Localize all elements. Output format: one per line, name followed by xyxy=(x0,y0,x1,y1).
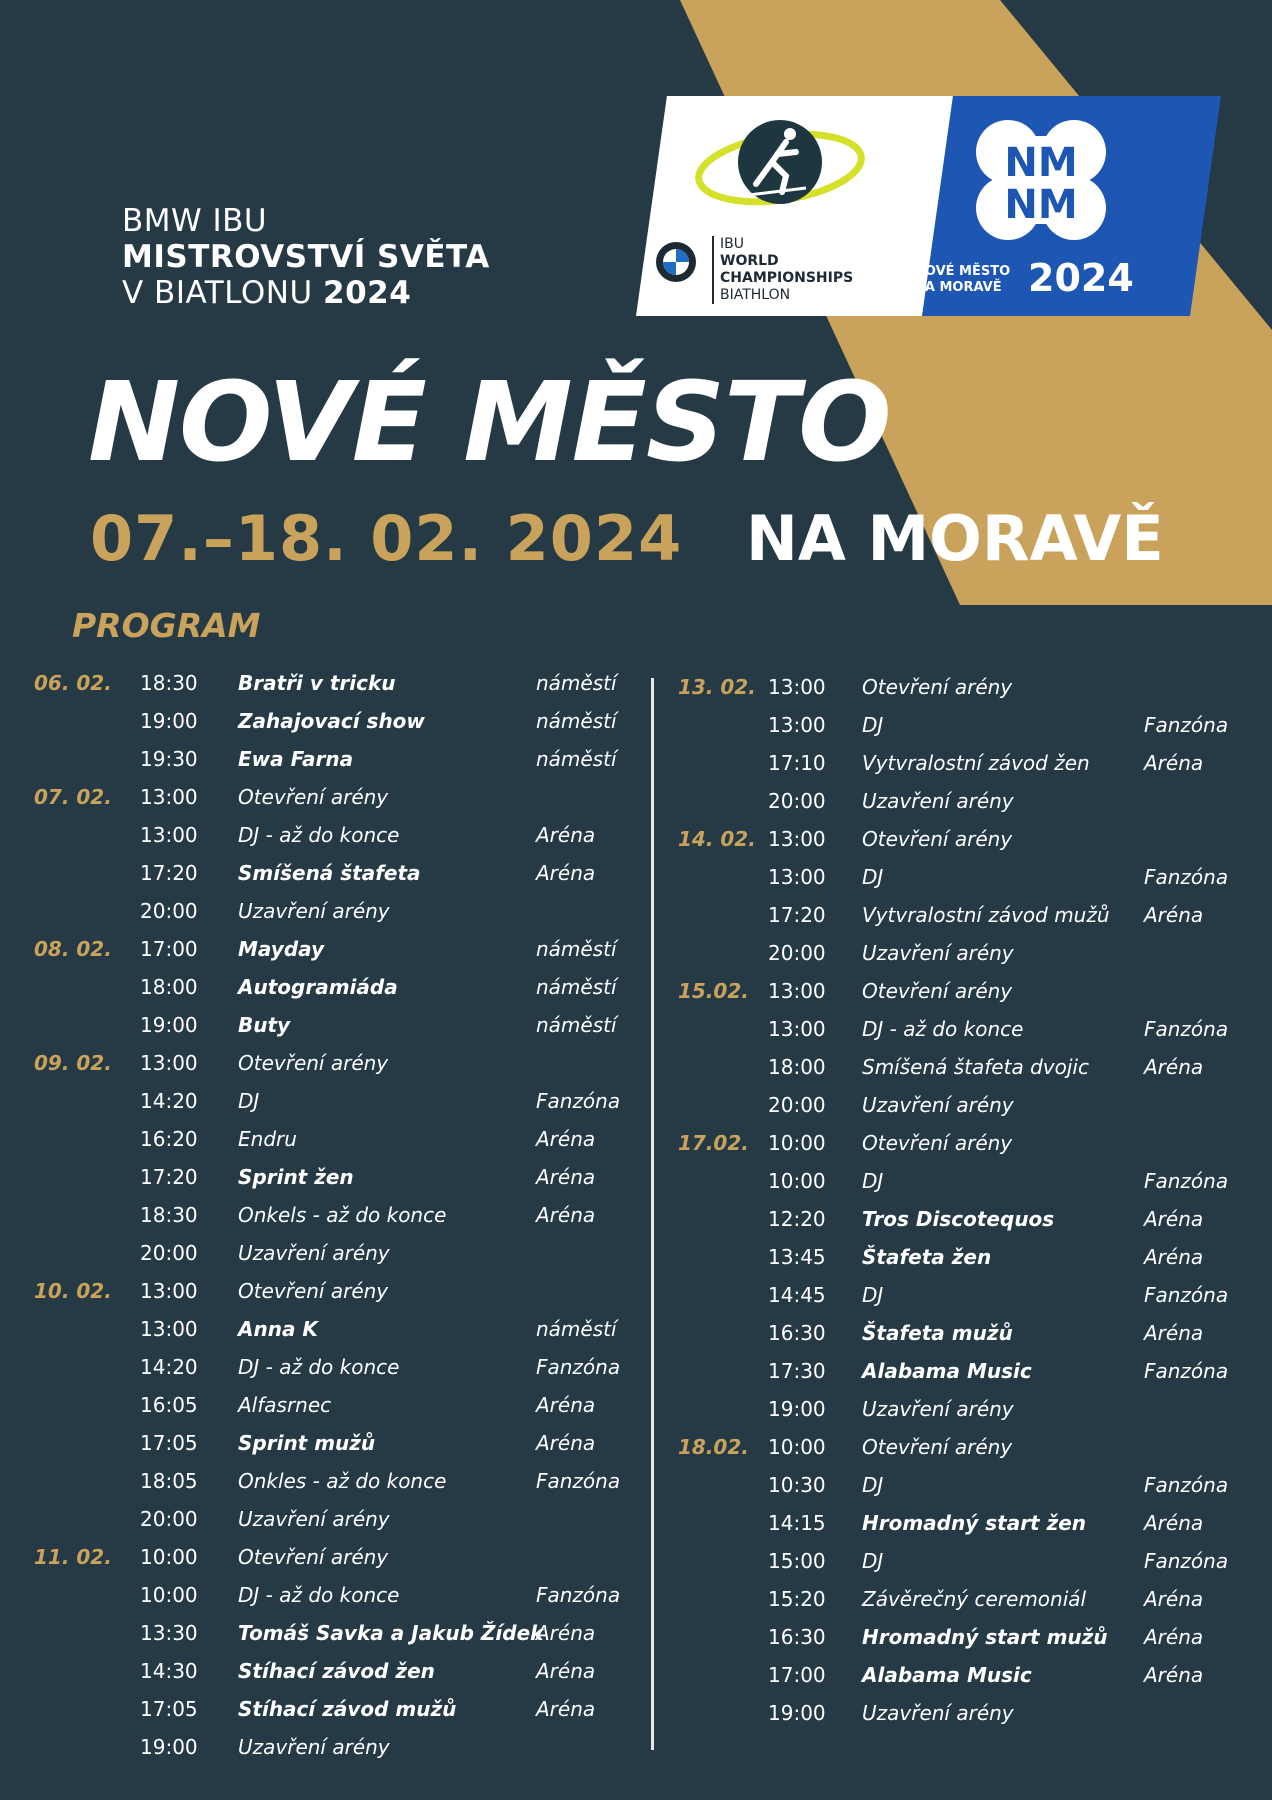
schedule-venue: Aréna xyxy=(536,1165,596,1189)
schedule-event: DJ - až do konce xyxy=(238,823,400,847)
nmnm-emblem-icon xyxy=(976,120,1106,240)
schedule-time: 13:00 xyxy=(768,675,826,699)
ibu-biathlete-emblem-icon xyxy=(690,112,870,222)
schedule-date: 18.02. xyxy=(678,1435,749,1459)
schedule-date: 10. 02. xyxy=(34,1279,112,1303)
schedule-event: DJ xyxy=(862,1473,884,1497)
schedule-time: 17:20 xyxy=(140,1165,198,1189)
city-title-line-2: NA MORAVĚ xyxy=(746,502,1164,575)
schedule-row xyxy=(0,748,1272,778)
schedule-event: DJ xyxy=(862,1549,884,1573)
schedule-time: 13:00 xyxy=(768,827,826,851)
schedule-time: 13:00 xyxy=(768,865,826,889)
city-title-line-1: NOVÉ MĚSTO xyxy=(88,358,891,486)
schedule-venue: Fanzóna xyxy=(1144,1283,1229,1307)
schedule-time: 17:00 xyxy=(768,1663,826,1687)
schedule-venue: náměstí xyxy=(536,747,617,771)
schedule-time: 13:00 xyxy=(140,823,198,847)
schedule-time: 17:10 xyxy=(768,751,826,775)
schedule-time: 17:05 xyxy=(140,1431,198,1455)
schedule-time: 13:00 xyxy=(768,979,826,1003)
schedule-event: Mayday xyxy=(238,937,325,961)
schedule-venue: náměstí xyxy=(536,937,617,961)
schedule-event: Stíhací závod mužů xyxy=(238,1697,457,1721)
schedule-row xyxy=(0,1546,1272,1576)
schedule-time: 10:00 xyxy=(768,1435,826,1459)
schedule-date: 15.02. xyxy=(678,979,749,1003)
schedule-time: 13:30 xyxy=(140,1621,198,1645)
schedule-row xyxy=(0,824,1272,854)
schedule-row xyxy=(0,1356,1272,1386)
schedule-time: 13:00 xyxy=(768,713,826,737)
schedule-row xyxy=(0,1052,1272,1082)
schedule-date: 07. 02. xyxy=(34,785,112,809)
schedule-row xyxy=(0,1432,1272,1462)
schedule-venue: Aréna xyxy=(536,1127,596,1151)
nm-caption xyxy=(914,264,1010,296)
schedule-event: Otevření arény xyxy=(238,1545,389,1569)
schedule-time: 14:20 xyxy=(140,1355,198,1379)
schedule-venue: Aréna xyxy=(536,1621,596,1645)
schedule-venue: Aréna xyxy=(1144,903,1204,927)
schedule-event: Vytvralostní závod žen xyxy=(862,751,1090,775)
schedule-time: 17:30 xyxy=(768,1359,826,1383)
schedule-venue: Fanzóna xyxy=(536,1469,621,1493)
schedule-time: 18:05 xyxy=(140,1469,198,1493)
schedule-time: 14:45 xyxy=(768,1283,826,1307)
schedule-time: 18:00 xyxy=(140,975,198,999)
schedule-venue: Aréna xyxy=(1144,1245,1204,1269)
schedule-event: DJ - až do konce xyxy=(238,1583,400,1607)
schedule-venue: Aréna xyxy=(536,1203,596,1227)
schedule-row xyxy=(0,1732,1272,1762)
nm-caption-line-2: NA MORAVĚ xyxy=(914,280,1002,295)
schedule-time: 13:00 xyxy=(140,1317,198,1341)
ibu-text-line-4: BIATHLON xyxy=(720,287,791,303)
schedule-time: 19:00 xyxy=(140,1013,198,1037)
schedule-time: 12:20 xyxy=(768,1207,826,1231)
schedule-venue: náměstí xyxy=(536,671,617,695)
ibu-wordmark xyxy=(712,236,853,304)
schedule-venue: Aréna xyxy=(536,1659,596,1683)
schedule-event: Otevření arény xyxy=(238,785,389,809)
ibu-text-line-2: WORLD xyxy=(720,253,779,269)
schedule-date: 09. 02. xyxy=(34,1051,112,1075)
schedule-event: Uzavření arény xyxy=(862,789,1014,813)
nm-emblem-text-top: NM xyxy=(1004,140,1078,186)
schedule-time: 17:20 xyxy=(140,861,198,885)
schedule-venue: Aréna xyxy=(1144,1587,1204,1611)
event-subtitle xyxy=(122,203,490,311)
schedule-time: 20:00 xyxy=(140,1241,198,1265)
schedule-date: 11. 02. xyxy=(34,1545,112,1569)
nm-year: 2024 xyxy=(1028,256,1134,300)
schedule-time: 16:30 xyxy=(768,1625,826,1649)
schedule-venue: Fanzóna xyxy=(1144,1473,1229,1497)
schedule-time: 10:00 xyxy=(140,1545,198,1569)
schedule-row xyxy=(0,1394,1272,1424)
schedule-date: 14. 02. xyxy=(678,827,756,851)
schedule-time: 19:00 xyxy=(140,1735,198,1759)
schedule-venue: Aréna xyxy=(536,823,596,847)
schedule-venue: náměstí xyxy=(536,1013,617,1037)
hero-banner xyxy=(0,0,1272,605)
schedule-time: 13:00 xyxy=(140,785,198,809)
schedule-row xyxy=(0,1508,1272,1538)
schedule-venue: Fanzóna xyxy=(536,1355,621,1379)
schedule-event: DJ xyxy=(862,865,884,889)
schedule-event: Tros Discotequos xyxy=(862,1207,1055,1231)
schedule-event: Tomáš Savka a Jakub Žídek xyxy=(238,1621,544,1645)
schedule-event: Anna K xyxy=(238,1317,318,1341)
schedule-row xyxy=(0,862,1272,892)
schedule-row xyxy=(0,1660,1272,1690)
schedule-event: Uzavření arény xyxy=(238,1735,390,1759)
schedule-row xyxy=(0,1470,1272,1500)
schedule-event: Uzavření arény xyxy=(862,1093,1014,1117)
schedule-event: DJ xyxy=(862,713,884,737)
schedule-event: DJ xyxy=(862,1283,884,1307)
schedule-venue: Aréna xyxy=(1144,1511,1204,1535)
schedule-row xyxy=(0,1622,1272,1652)
schedule-row xyxy=(0,1128,1272,1158)
schedule-venue: Aréna xyxy=(1144,1625,1204,1649)
schedule-row xyxy=(0,1090,1272,1120)
schedule-time: 10:00 xyxy=(140,1583,198,1607)
schedule-venue: Aréna xyxy=(1144,1663,1204,1687)
schedule-time: 14:30 xyxy=(140,1659,198,1683)
schedule-event: Alabama Music xyxy=(862,1663,1032,1687)
schedule-time: 18:30 xyxy=(140,671,198,695)
schedule-time: 10:30 xyxy=(768,1473,826,1497)
schedule-venue: Fanzóna xyxy=(1144,865,1229,889)
bmw-roundel-icon xyxy=(654,240,698,284)
schedule-event: Závěrečný ceremoniál xyxy=(862,1587,1087,1611)
program-heading: PROGRAM xyxy=(72,606,261,645)
nm-emblem-text-bottom: NM xyxy=(1004,182,1078,228)
schedule-event: Uzavření arény xyxy=(238,899,390,923)
schedule-venue: Fanzóna xyxy=(536,1089,621,1113)
schedule-venue: Fanzóna xyxy=(536,1583,621,1607)
event-dates: 07.–18. 02. 2024 xyxy=(90,502,683,575)
schedule-time: 10:00 xyxy=(768,1169,826,1193)
schedule-event: Otevření arény xyxy=(238,1279,389,1303)
schedule-event: DJ - až do konce xyxy=(862,1017,1024,1041)
schedule-row xyxy=(0,672,1272,702)
schedule-event: Smíšená štafeta dvojic xyxy=(862,1055,1089,1079)
schedule-date: 17.02. xyxy=(678,1131,749,1155)
schedule-event: Ewa Farna xyxy=(238,747,354,771)
schedule-event: Otevření arény xyxy=(238,1051,389,1075)
schedule-time: 13:00 xyxy=(768,1017,826,1041)
subtitle-line-1: BMW IBU xyxy=(122,203,268,239)
schedule-row xyxy=(0,1242,1272,1272)
schedule-venue: Fanzóna xyxy=(1144,1169,1229,1193)
schedule-venue: Fanzóna xyxy=(1144,1017,1229,1041)
schedule-event: Endru xyxy=(238,1127,297,1151)
schedule-venue: Aréna xyxy=(536,861,596,885)
schedule-event: Onkles - až do konce xyxy=(238,1469,447,1493)
schedule-row xyxy=(0,1204,1272,1234)
schedule-event: Stíhací závod žen xyxy=(238,1659,435,1683)
schedule-time: 13:00 xyxy=(140,1051,198,1075)
schedule-event: Uzavření arény xyxy=(238,1241,390,1265)
schedule-venue: Fanzóna xyxy=(1144,1359,1229,1383)
schedule-event: Bratři v tricku xyxy=(238,671,396,695)
schedule-event: Štafeta mužů xyxy=(862,1321,1013,1345)
schedule-time: 19:00 xyxy=(140,709,198,733)
schedule-event: Smíšená štafeta xyxy=(238,861,421,885)
subtitle-line-3: V BIATLONU 2024 xyxy=(122,275,412,311)
schedule-venue: Fanzóna xyxy=(1144,1549,1229,1573)
schedule-event: Hromadný start žen xyxy=(862,1511,1087,1535)
schedule-time: 20:00 xyxy=(140,899,198,923)
schedule-event: Onkels - až do konce xyxy=(238,1203,447,1227)
schedule-event: Štafeta žen xyxy=(862,1245,992,1269)
schedule-event: Uzavření arény xyxy=(238,1507,390,1531)
schedule-date: 08. 02. xyxy=(34,937,112,961)
schedule-event: Uzavření arény xyxy=(862,941,1014,965)
schedule-row xyxy=(0,786,1272,816)
schedule-event: Otevření arény xyxy=(862,1435,1013,1459)
schedule-venue: Aréna xyxy=(536,1697,596,1721)
schedule-time: 16:20 xyxy=(140,1127,198,1151)
schedule-venue: Aréna xyxy=(1144,751,1204,775)
ibu-text-line-3: CHAMPIONSHIPS xyxy=(720,270,854,286)
schedule-time: 19:30 xyxy=(140,747,198,771)
schedule-venue: Aréna xyxy=(536,1431,596,1455)
schedule-event: Otevření arény xyxy=(862,1131,1013,1155)
schedule-time: 16:30 xyxy=(768,1321,826,1345)
schedule-event: Hromadný start mužů xyxy=(862,1625,1108,1649)
subtitle-line-2: MISTROVSTVÍ SVĚTA xyxy=(122,239,490,275)
schedule-row xyxy=(0,938,1272,968)
schedule-row xyxy=(0,1166,1272,1196)
schedule-time: 14:15 xyxy=(768,1511,826,1535)
schedule-time: 15:20 xyxy=(768,1587,826,1611)
schedule-time: 14:20 xyxy=(140,1089,198,1113)
schedule-time: 20:00 xyxy=(768,941,826,965)
schedule-event: Otevření arény xyxy=(862,827,1013,851)
schedule-event: Buty xyxy=(238,1013,291,1037)
schedule-venue: Aréna xyxy=(1144,1055,1204,1079)
schedule-row xyxy=(0,1014,1272,1044)
schedule-time: 20:00 xyxy=(768,789,826,813)
schedule-event: Zahajovací show xyxy=(238,709,425,733)
schedule-event: Sprint mužů xyxy=(238,1431,376,1455)
schedule-venue: Aréna xyxy=(536,1393,596,1417)
schedule-time: 17:00 xyxy=(140,937,198,961)
schedule-venue: Aréna xyxy=(1144,1321,1204,1345)
ibu-text-line-1: IBU xyxy=(720,236,744,252)
schedule-event: Alfasrnec xyxy=(238,1393,332,1417)
schedule-time: 13:00 xyxy=(140,1279,198,1303)
schedule-row xyxy=(0,1698,1272,1728)
schedule-date: 13. 02. xyxy=(678,675,756,699)
schedule-time: 17:05 xyxy=(140,1697,198,1721)
schedule-venue: náměstí xyxy=(536,1317,617,1341)
schedule-event: Alabama Music xyxy=(862,1359,1032,1383)
schedule-time: 17:20 xyxy=(768,903,826,927)
schedule-event: Uzavření arény xyxy=(862,1701,1014,1725)
schedule-venue: Fanzóna xyxy=(1144,713,1229,737)
schedule-event: DJ xyxy=(862,1169,884,1193)
schedule-event: DJ xyxy=(238,1089,260,1113)
schedule-event: Uzavření arény xyxy=(862,1397,1014,1421)
schedule-event: Autogramiáda xyxy=(238,975,398,999)
schedule-time: 18:30 xyxy=(140,1203,198,1227)
schedule-time: 19:00 xyxy=(768,1701,826,1725)
schedule-row xyxy=(0,1280,1272,1310)
schedule-row xyxy=(0,900,1272,930)
schedule-row xyxy=(0,976,1272,1006)
schedule-event: Vytvralostní závod mužů xyxy=(862,903,1110,927)
schedule-event: Sprint žen xyxy=(238,1165,354,1189)
schedule-event: DJ - až do konce xyxy=(238,1355,400,1379)
nm-caption-line-1: NOVÉ MĚSTO xyxy=(914,264,1011,279)
schedule-time: 16:05 xyxy=(140,1393,198,1417)
schedule-time: 15:00 xyxy=(768,1549,826,1573)
schedule-time: 18:00 xyxy=(768,1055,826,1079)
schedule-time: 20:00 xyxy=(768,1093,826,1117)
schedule-venue: Aréna xyxy=(1144,1207,1204,1231)
schedule-event: Otevření arény xyxy=(862,979,1013,1003)
schedule-venue: náměstí xyxy=(536,975,617,999)
schedule-date: 06. 02. xyxy=(34,671,112,695)
schedule-time: 13:45 xyxy=(768,1245,826,1269)
schedule-time: 19:00 xyxy=(768,1397,826,1421)
schedule-row xyxy=(0,1584,1272,1614)
schedule-row xyxy=(0,710,1272,740)
schedule-event: Otevření arény xyxy=(862,675,1013,699)
schedule-row xyxy=(0,1318,1272,1348)
schedule-time: 20:00 xyxy=(140,1507,198,1531)
schedule-venue: náměstí xyxy=(536,709,617,733)
schedule-time: 10:00 xyxy=(768,1131,826,1155)
